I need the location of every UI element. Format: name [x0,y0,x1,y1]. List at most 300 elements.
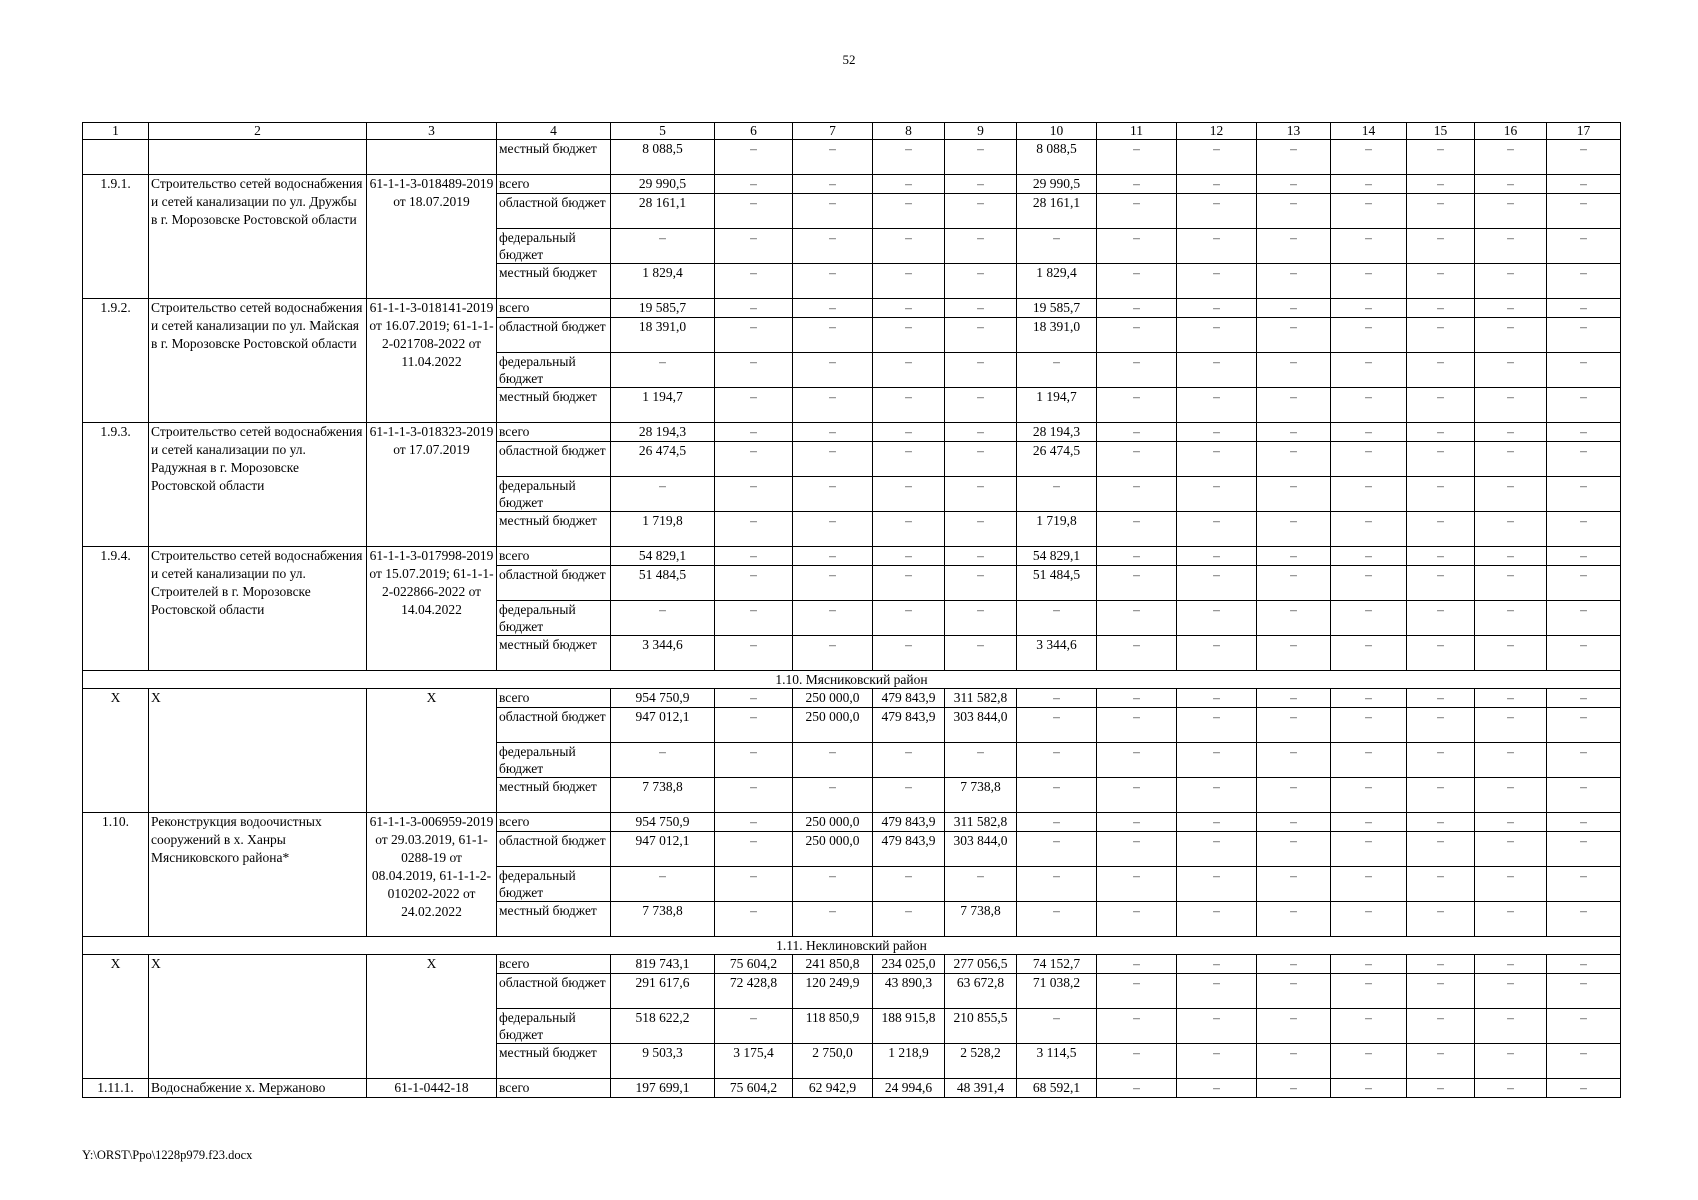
value-cell: – [1017,1009,1097,1044]
value-cell: – [1097,547,1177,566]
source-cell: местный бюджет [497,1044,611,1079]
value-cell: – [1547,229,1621,264]
source-cell: федеральный бюджет [497,743,611,778]
value-cell: 1 719,8 [1017,512,1097,547]
value-cell: – [1177,194,1257,229]
value-cell: 18 391,0 [1017,318,1097,353]
value-cell: – [1257,264,1331,299]
item-name-cell: Водоснабжение х. Мержаново [149,1079,367,1098]
value-cell: – [1331,708,1407,743]
value-cell: 250 000,0 [793,832,873,867]
value-cell: – [873,547,945,566]
document-code-cell: X [367,689,497,813]
source-cell: областной бюджет [497,194,611,229]
value-cell: – [1177,1079,1257,1098]
value-cell: – [793,566,873,601]
value-cell: 7 738,8 [945,902,1017,937]
value-cell: – [1177,229,1257,264]
value-cell: – [1257,477,1331,512]
value-cell: – [1407,974,1475,1009]
value-cell: – [1017,689,1097,708]
value-cell: – [1177,601,1257,636]
column-number: 5 [611,123,715,140]
value-cell: – [1177,566,1257,601]
column-number: 15 [1407,123,1475,140]
value-cell: – [945,867,1017,902]
value-cell: – [1331,813,1407,832]
value-cell: – [945,547,1017,566]
value-cell: – [1475,512,1547,547]
section-header-row [83,671,1621,689]
value-cell: – [1177,512,1257,547]
value-cell: – [1547,1044,1621,1079]
value-cell: – [1177,299,1257,318]
value-cell: – [1177,1044,1257,1079]
value-cell: – [1547,902,1621,937]
value-cell: – [793,264,873,299]
source-cell: федеральный бюджет [497,601,611,636]
value-cell: – [793,477,873,512]
value-cell: – [945,442,1017,477]
value-cell: – [873,423,945,442]
item-number-cell: 1.9.4. [83,547,149,671]
value-cell: 2 750,0 [793,1044,873,1079]
value-cell: – [1017,778,1097,813]
value-cell: – [1097,299,1177,318]
value-cell: – [1257,832,1331,867]
value-cell: 1 719,8 [611,512,715,547]
value-cell: 311 582,8 [945,689,1017,708]
value-cell: – [873,743,945,778]
value-cell: – [1547,1009,1621,1044]
value-cell: – [1331,1044,1407,1079]
value-cell: 210 855,5 [945,1009,1017,1044]
value-cell: – [793,388,873,423]
value-cell: – [715,832,793,867]
value-cell: – [1407,566,1475,601]
value-cell: – [1331,423,1407,442]
value-cell: – [1177,867,1257,902]
item-number-cell: 1.10. [83,813,149,937]
column-number: 2 [149,123,367,140]
value-cell: – [715,477,793,512]
value-cell: 954 750,9 [611,689,715,708]
value-cell: 51 484,5 [1017,566,1097,601]
value-cell: – [793,175,873,194]
value-cell: – [1257,708,1331,743]
value-cell: – [1547,477,1621,512]
column-number: 8 [873,123,945,140]
value-cell: – [945,318,1017,353]
source-cell: всего [497,299,611,318]
value-cell: – [1547,194,1621,229]
value-cell: 2 528,2 [945,1044,1017,1079]
value-cell: – [1177,636,1257,671]
value-cell: – [1331,442,1407,477]
value-cell: – [1097,1044,1177,1079]
value-cell: – [1407,832,1475,867]
value-cell: – [1097,636,1177,671]
item-number-cell: X [83,955,149,1079]
value-cell: – [793,601,873,636]
value-cell: – [1407,229,1475,264]
column-number: 11 [1097,123,1177,140]
value-cell: – [1331,1079,1407,1098]
column-number-row [83,123,1621,140]
value-cell: – [1177,743,1257,778]
column-number: 17 [1547,123,1621,140]
value-cell: 28 161,1 [1017,194,1097,229]
value-cell: – [945,601,1017,636]
value-cell: – [793,229,873,264]
value-cell: – [873,299,945,318]
value-cell: 479 843,9 [873,832,945,867]
value-cell: 63 672,8 [945,974,1017,1009]
value-cell: – [793,636,873,671]
table-row [83,689,1621,708]
value-cell: 234 025,0 [873,955,945,974]
document-code-cell: 61-1-0442-18 [367,1079,497,1098]
value-cell: – [1097,955,1177,974]
value-cell: – [1331,477,1407,512]
value-cell: – [1097,902,1177,937]
value-cell: 7 738,8 [611,778,715,813]
source-cell: областной бюджет [497,832,611,867]
value-cell: – [1257,423,1331,442]
value-cell: – [715,708,793,743]
value-cell: – [1257,974,1331,1009]
table-row [83,547,1621,566]
page-number: 52 [842,52,856,67]
value-cell: – [873,229,945,264]
value-cell: 43 890,3 [873,974,945,1009]
value-cell: – [1177,902,1257,937]
value-cell: – [1547,778,1621,813]
value-cell: – [1475,175,1547,194]
value-cell: – [1547,442,1621,477]
value-cell: – [1331,867,1407,902]
source-cell: федеральный бюджет [497,1009,611,1044]
value-cell: 9 503,3 [611,1044,715,1079]
item-number-cell: 1.9.3. [83,423,149,547]
value-cell: 26 474,5 [1017,442,1097,477]
value-cell: – [1331,689,1407,708]
value-cell: – [1257,566,1331,601]
value-cell: – [1547,566,1621,601]
value-cell: – [945,175,1017,194]
column-number: 1 [83,123,149,140]
value-cell: – [1475,1009,1547,1044]
value-cell: – [1097,1009,1177,1044]
value-cell: 1 194,7 [1017,388,1097,423]
value-cell: – [1475,867,1547,902]
value-cell: – [715,194,793,229]
source-cell: федеральный бюджет [497,229,611,264]
value-cell: – [1407,175,1475,194]
value-cell: – [1257,689,1331,708]
value-cell: – [715,636,793,671]
value-cell: 479 843,9 [873,813,945,832]
value-cell: – [715,566,793,601]
item-name-cell: Строительство сетей водоснабжения и сетей канализации по ул. Дружбы в г. Морозовске Ростовской области [149,175,367,299]
item-name-cell: X [149,689,367,813]
value-cell: – [1407,743,1475,778]
source-cell: всего [497,547,611,566]
source-cell: областной бюджет [497,708,611,743]
value-cell: – [873,353,945,388]
value-cell: 1 194,7 [611,388,715,423]
item-number-cell: 1.9.1. [83,175,149,299]
value-cell: – [1475,1044,1547,1079]
value-cell: – [1407,477,1475,512]
value-cell: – [1177,318,1257,353]
value-cell: – [793,743,873,778]
value-cell: 7 738,8 [945,778,1017,813]
value-cell: – [1331,194,1407,229]
value-cell: – [945,229,1017,264]
value-cell: – [611,229,715,264]
source-cell: местный бюджет [497,264,611,299]
value-cell: – [1475,601,1547,636]
source-cell: местный бюджет [497,778,611,813]
value-cell: – [1097,353,1177,388]
value-cell: – [1475,832,1547,867]
item-name-cell: Строительство сетей водоснабжения и сетей канализации по ул. Майская в г. Морозовске Ростовской области [149,299,367,423]
value-cell: – [1331,743,1407,778]
source-cell: федеральный бюджет [497,477,611,512]
value-cell: – [793,442,873,477]
value-cell: – [1017,229,1097,264]
value-cell: – [611,743,715,778]
value-cell: – [1547,423,1621,442]
value-cell: 120 249,9 [793,974,873,1009]
item-name-cell: Строительство сетей водоснабжения и сетей канализации по ул. Строителей в г. Морозовске Ростовской области [149,547,367,671]
value-cell: – [1097,264,1177,299]
value-cell: – [1097,778,1177,813]
value-cell: – [1547,743,1621,778]
value-cell: – [1097,689,1177,708]
value-cell: 75 604,2 [715,1079,793,1098]
value-cell: – [1547,547,1621,566]
value-cell: – [1331,778,1407,813]
value-cell: – [793,512,873,547]
value-cell: – [1017,813,1097,832]
value-cell: 54 829,1 [1017,547,1097,566]
source-cell: местный бюджет [497,902,611,937]
source-cell: всего [497,1079,611,1098]
value-cell: – [611,477,715,512]
column-number: 3 [367,123,497,140]
section-title: 1.10. Мясниковский район [83,671,1621,689]
value-cell: – [1257,1009,1331,1044]
value-cell: – [873,442,945,477]
value-cell: – [715,175,793,194]
value-cell: – [1177,423,1257,442]
value-cell: – [1331,955,1407,974]
value-cell: – [793,353,873,388]
table-row [83,1079,1621,1098]
value-cell: – [1257,194,1331,229]
value-cell: – [873,601,945,636]
value-cell: 48 391,4 [945,1079,1017,1098]
value-cell: – [1257,1079,1331,1098]
value-cell: – [1547,601,1621,636]
value-cell: – [1257,955,1331,974]
value-cell: 3 344,6 [611,636,715,671]
value-cell: – [611,867,715,902]
value-cell: – [611,601,715,636]
value-cell: – [1257,547,1331,566]
value-cell: 74 152,7 [1017,955,1097,974]
value-cell: 250 000,0 [793,813,873,832]
value-cell: – [1257,442,1331,477]
value-cell: – [1097,423,1177,442]
value-cell: – [873,867,945,902]
value-cell: – [1475,477,1547,512]
value-cell: – [945,388,1017,423]
source-cell: областной бюджет [497,566,611,601]
value-cell: – [715,689,793,708]
value-cell: – [1017,601,1097,636]
value-cell: – [1407,547,1475,566]
value-cell: – [715,318,793,353]
value-cell: – [793,902,873,937]
value-cell: – [1475,442,1547,477]
value-cell: – [1257,229,1331,264]
source-cell: областной бюджет [497,974,611,1009]
source-cell: всего [497,175,611,194]
source-cell: всего [497,955,611,974]
column-number: 16 [1475,123,1547,140]
value-cell: 19 585,7 [1017,299,1097,318]
value-cell: – [1475,229,1547,264]
value-cell: 197 699,1 [611,1079,715,1098]
value-cell: – [793,194,873,229]
value-cell: – [1177,388,1257,423]
source-cell: местный бюджет [497,388,611,423]
value-cell: – [1097,175,1177,194]
value-cell: – [1475,743,1547,778]
value-cell: 947 012,1 [611,832,715,867]
value-cell: – [1177,689,1257,708]
value-cell: 277 056,5 [945,955,1017,974]
value-cell: 26 474,5 [611,442,715,477]
value-cell: – [1257,743,1331,778]
value-cell: – [715,867,793,902]
value-cell: – [1331,318,1407,353]
value-cell: 479 843,9 [873,708,945,743]
value-cell: 28 194,3 [1017,423,1097,442]
value-cell: – [1547,955,1621,974]
value-cell: – [1475,566,1547,601]
document-code-cell: 61-1-1-3-018489-2019 от 18.07.2019 [367,175,497,299]
document-code-cell: 61-1-1-3-006959-2019 от 29.03.2019, 61-1-0288-19 от 08.04.2019, 61-1-1-2-010202-2022 от 24.02.2022 [367,813,497,937]
value-cell: – [945,423,1017,442]
value-cell: – [1407,1009,1475,1044]
value-cell: – [715,601,793,636]
value-cell: – [1017,353,1097,388]
value-cell: – [1475,264,1547,299]
value-cell: 250 000,0 [793,689,873,708]
value-cell: – [1097,1079,1177,1098]
value-cell: 311 582,8 [945,813,1017,832]
value-cell: – [1177,175,1257,194]
value-cell: – [1547,974,1621,1009]
value-cell: – [1257,601,1331,636]
value-cell: – [1097,229,1177,264]
item-name-cell: X [149,955,367,1079]
value-cell: – [945,194,1017,229]
source-cell: федеральный бюджет [497,867,611,902]
value-cell: 1 829,4 [611,264,715,299]
value-cell: – [1331,902,1407,937]
value-cell: – [1407,689,1475,708]
value-cell: – [1475,708,1547,743]
value-cell: – [873,194,945,229]
value-cell: – [715,512,793,547]
value-cell: – [1017,477,1097,512]
source-cell: всего [497,423,611,442]
continuation-row: местный бюджет 8 088,5 – – – – 8 088,5 – – – – – – – [83,140,1621,175]
value-cell: – [1407,318,1475,353]
value-cell: – [1331,974,1407,1009]
value-cell: – [873,318,945,353]
section-title: 1.11. Неклиновский район [83,937,1621,955]
item-number-cell: 1.11.1. [83,1079,149,1098]
value-cell: – [873,264,945,299]
value-cell: – [1475,902,1547,937]
value-cell: – [1475,974,1547,1009]
column-number: 7 [793,123,873,140]
value-cell: – [715,442,793,477]
value-cell: – [1547,708,1621,743]
value-cell: – [873,477,945,512]
item-name-cell: Строительство сетей водоснабжения и сетей канализации по ул. Радужная в г. Морозовске Ростовской области [149,423,367,547]
item-name-cell: Реконструкция водоочистных сооружений в х. Ханры Мясниковского района* [149,813,367,937]
table-row [83,299,1621,318]
value-cell: – [1331,175,1407,194]
value-cell: – [1257,813,1331,832]
value-cell: – [1407,194,1475,229]
value-cell: – [1331,601,1407,636]
value-cell: – [1407,813,1475,832]
value-cell: – [1475,547,1547,566]
value-cell: – [1097,388,1177,423]
value-cell: 68 592,1 [1017,1079,1097,1098]
value-cell: – [945,636,1017,671]
value-cell: – [1331,512,1407,547]
value-cell: 75 604,2 [715,955,793,974]
value-cell: – [1407,264,1475,299]
value-cell: 28 194,3 [611,423,715,442]
value-cell: – [873,175,945,194]
value-cell: – [1407,601,1475,636]
value-cell: – [1547,813,1621,832]
value-cell: – [1097,867,1177,902]
value-cell: – [1475,813,1547,832]
source-cell: местный бюджет [497,636,611,671]
value-cell: – [1177,547,1257,566]
value-cell: 29 990,5 [1017,175,1097,194]
value-cell: – [1547,388,1621,423]
value-cell: – [1407,423,1475,442]
value-cell: – [1475,778,1547,813]
value-cell: – [715,547,793,566]
value-cell: 819 743,1 [611,955,715,974]
value-cell: – [1017,867,1097,902]
value-cell: – [1097,601,1177,636]
value-cell: – [873,388,945,423]
